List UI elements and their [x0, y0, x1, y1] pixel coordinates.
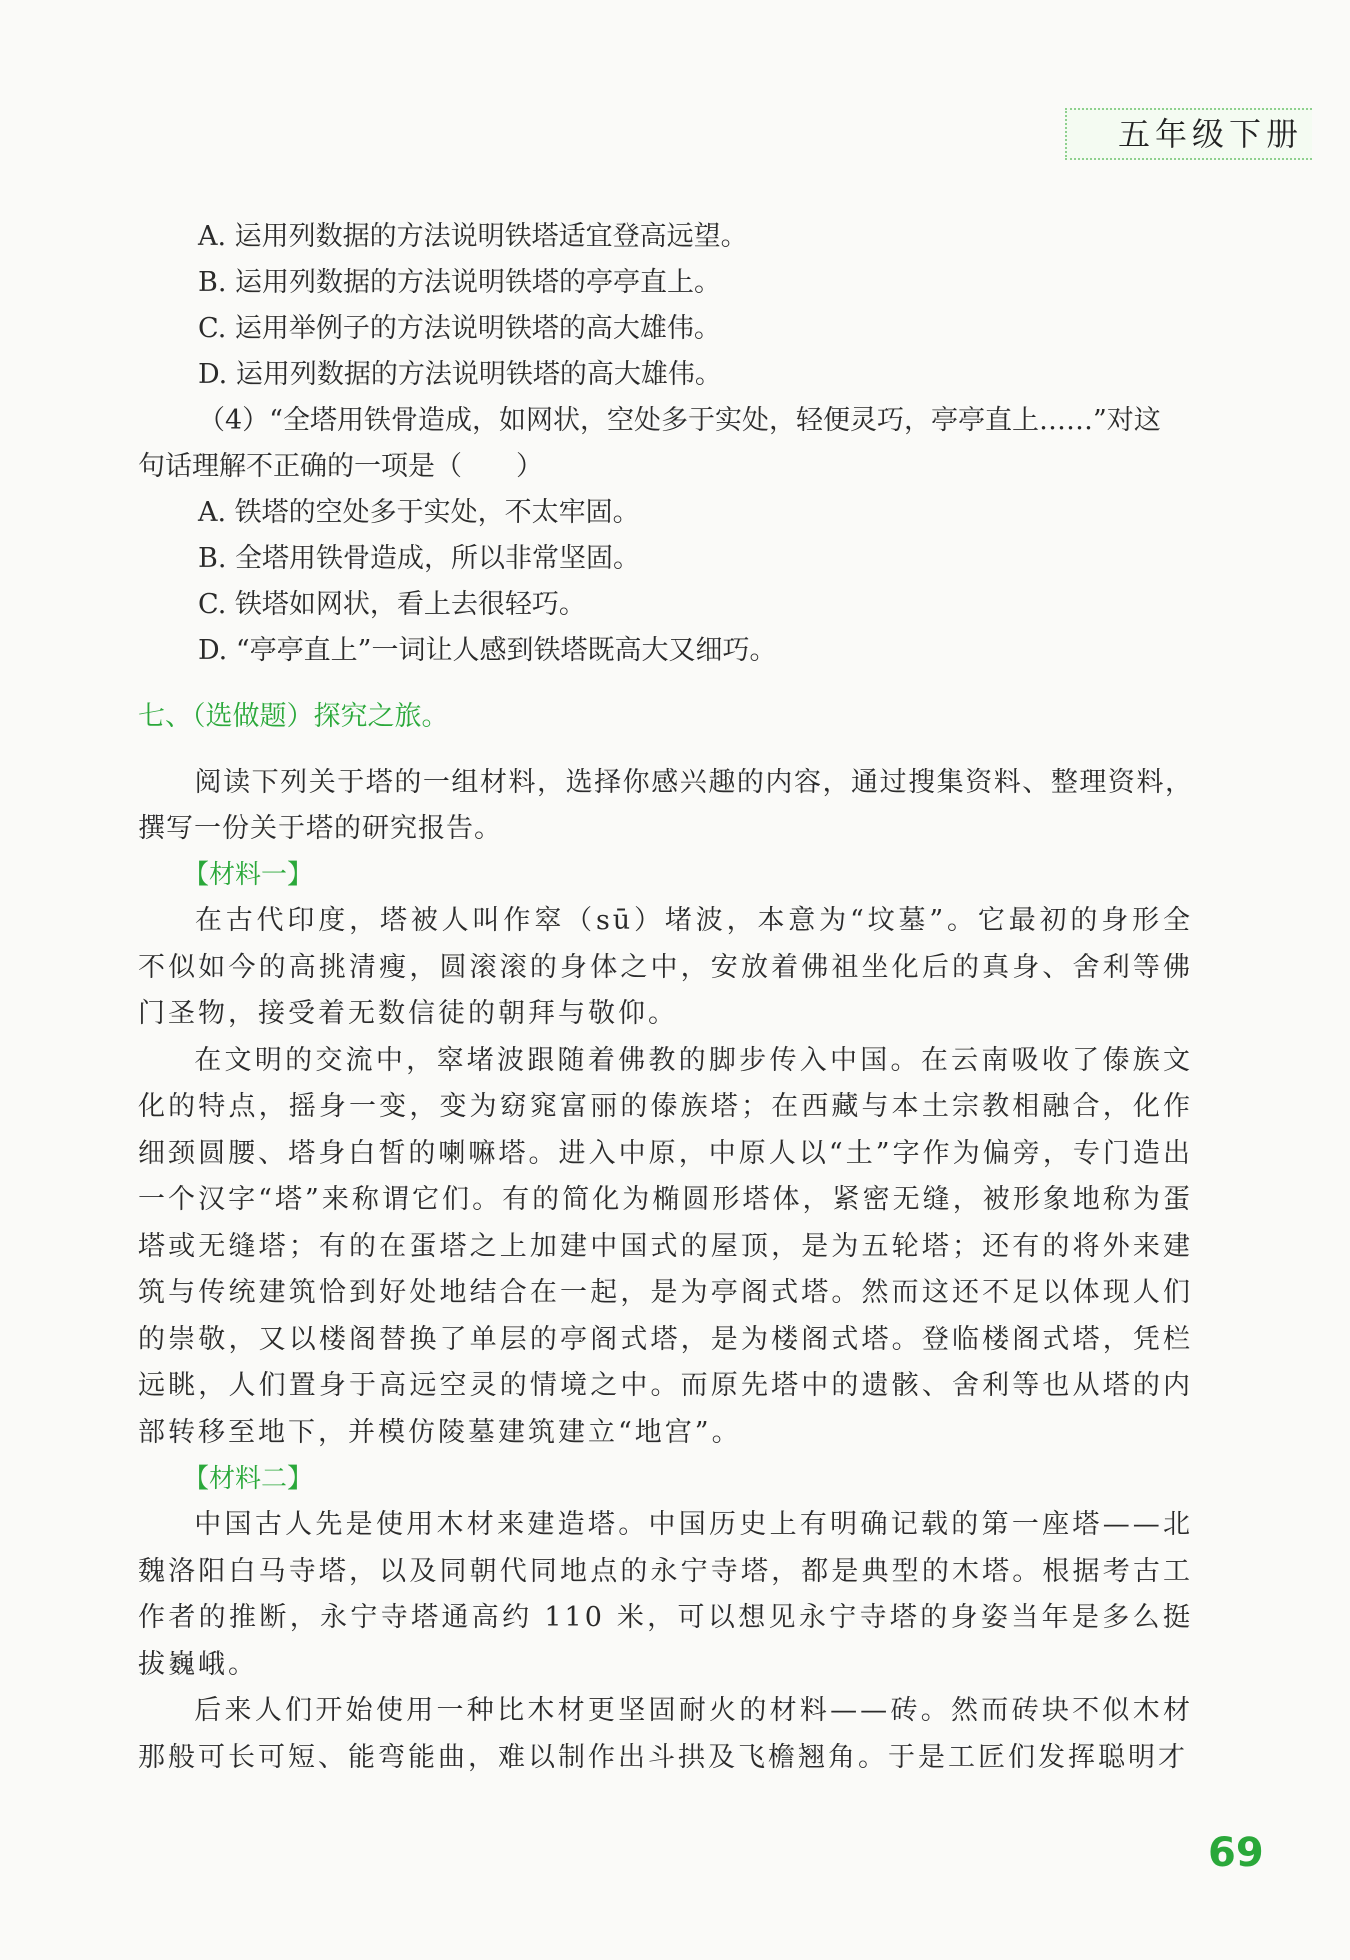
option-q3-c: C. 运用举例子的方法说明铁塔的高大雄伟。: [198, 313, 721, 344]
material-2-paragraph: 中国古人先是使用木材来建造塔。中国历史上有明确记载的第一座塔——北魏洛阳白马寺塔，以及同朝代同地点的永宁寺塔，都是典型的木塔。根据考古工作者的推断，永宁寺塔通高约 110 米，可以想见永宁寺塔的身姿当年是多么挺拔巍峨。: [138, 1509, 1193, 1680]
option-q4-b: B. 全塔用铁骨造成，所以非常坚固。: [198, 543, 641, 574]
option-q4-d: D. “亭亭直上”一词让人感到铁塔既高大又细巧。: [198, 635, 777, 666]
section-7-title: 七、（选做题）探究之旅。: [138, 701, 449, 732]
material-1-paragraph: 在文明的交流中，窣堵波跟随着佛教的脚步传入中国。在云南吸收了傣族文化的特点，摇身一变，变为窈窕富丽的傣族塔；在西藏与本土宗教相融合，化作细颈圆腰、塔身白皙的喇嘛塔。进入中原，中原人以“土”字作为偏旁，专门造出一个汉字“塔”来称谓它们。有的简化为椭圆形塔体，紧密无缝，被形象地称为蛋塔或无缝塔；有的在蛋塔之上加建中国式的屋顶，是为五轮塔；还有的将外来建筑与传统建筑恰到好处地结合在一起，是为亭阁式塔。然而这还不足以体现人们的崇敬，又以楼阁替换了单层的亭阁式塔，是为楼阁式塔。登临楼阁式塔，凭栏远眺，人们置身于高远空灵的情境之中。而原先塔中的遗骸、舍利等也从塔的内部转移至地下，并模仿陵墓建筑建立“地宫”。: [138, 1044, 1193, 1448]
option-q4-a: A. 铁塔的空处多于实处，不太牢固。: [198, 497, 640, 528]
grade-title: 五年级下册: [1118, 115, 1304, 153]
option-q3-d: D. 运用列数据的方法说明铁塔的高大雄伟。: [198, 359, 722, 390]
material-1-paragraph: 在古代印度，塔被人叫作窣（sū）堵波，本意为“坟墓”。它最初的身形全不似如今的高挑清瘦，圆滚滚的身体之中，安放着佛祖坐化后的真身、舍利等佛门圣物，接受着无数信徒的朝拜与敬仰。: [138, 905, 1193, 1029]
option-q3-a: A. 运用列数据的方法说明铁塔适宜登高远望。: [198, 221, 748, 252]
section-7-intro: 阅读下列关于塔的一组材料，选择你感兴趣的内容，通过搜集资料、整理资料，撰写一份关于塔的研究报告。: [138, 767, 1193, 844]
page-number: 69: [1208, 1830, 1264, 1876]
material-1-label: 【材料一】: [183, 860, 314, 890]
material-2-paragraph: 后来人们开始使用一种比木材更坚固耐火的材料——砖。然而砖块不似木材那般可长可短、能弯能曲，难以制作出斗拱及飞檐翘角。于是工匠们发挥聪明才: [138, 1695, 1193, 1773]
option-q3-b: B. 运用列数据的方法说明铁塔的亭亭直上。: [198, 267, 722, 298]
question-4-line1: （4）“全塔用铁骨造成，如网状，空处多于实处，轻便灵巧，亭亭直上……”对这: [198, 405, 1161, 436]
page-content: [138, 214, 1193, 1781]
question-4-line2: 句话理解不正确的一项是（ ）: [138, 451, 543, 482]
material-2-label: 【材料二】: [183, 1464, 314, 1494]
option-q4-c: C. 铁塔如网状，看上去很轻巧。: [198, 589, 586, 620]
